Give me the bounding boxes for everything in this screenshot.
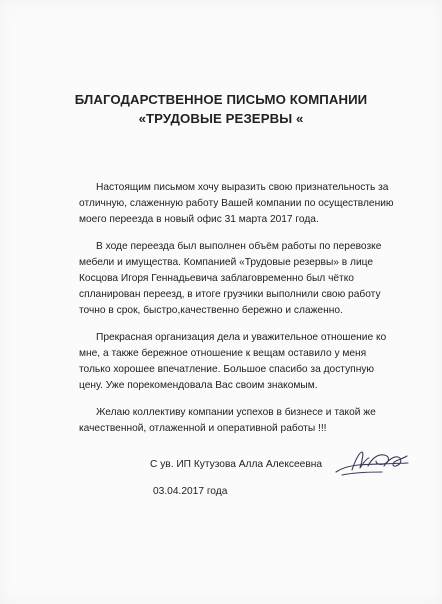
letter-title-line-2: «ТРУДОВЫЕ РЕЗЕРВЫ « (138, 111, 304, 126)
paragraph-3-line-2: мне, а также бережное отношение к вещам оставило у меня (79, 348, 367, 359)
letter-date: 03.04.2017 года (153, 486, 228, 497)
paragraph-4-line-2: качественной, отлаженной и оперативной работы !!! (79, 423, 327, 434)
handwritten-signature (332, 446, 412, 480)
paragraph-1-line-3: моего переезда в новый офис 31 марта 2017 года. (79, 214, 319, 225)
paragraph-2-line-2: мебели и имущества. Компанией «Трудовые резервы» в лице (79, 257, 374, 268)
paragraph-2-line-5: точно в срок, быстро,качественно бережно и слаженно. (79, 305, 343, 316)
paragraph-4-line-1: Желаю коллективу компании успехов в бизнесе и такой же (96, 407, 376, 418)
paragraph-2-line-3: Косцова Игоря Геннадьевича заблаговременно был чётко (79, 273, 354, 284)
paragraph-1-line-2: отличную, слаженную работу Вашей компании по осуществлению (79, 198, 394, 209)
paragraph-3-line-3: только хорошее впечатление. Большое спасибо за доступную (79, 364, 375, 375)
paragraph-2-line-1: В ходе переезда был выполнен объём работы по перевозке (96, 241, 382, 252)
paragraph-3-line-4: цену. Уже порекомендовала Вас своим знакомым. (79, 380, 318, 391)
paragraph-3-line-1: Прекрасная организация дела и уважительное отношение ко (96, 332, 387, 343)
letter-title-line-1: БЛАГОДАРСТВЕННОЕ ПИСЬМО КОМПАНИИ (74, 92, 368, 107)
paragraph-1-line-1: Настоящим письмом хочу выразить свою признательность за (96, 182, 389, 193)
signoff-name: С ув. ИП Кутузова Алла Алексеевна (150, 459, 323, 470)
paragraph-2-line-4: спланирован переезд, в итоге грузчики выполнили свою работу (79, 289, 381, 300)
